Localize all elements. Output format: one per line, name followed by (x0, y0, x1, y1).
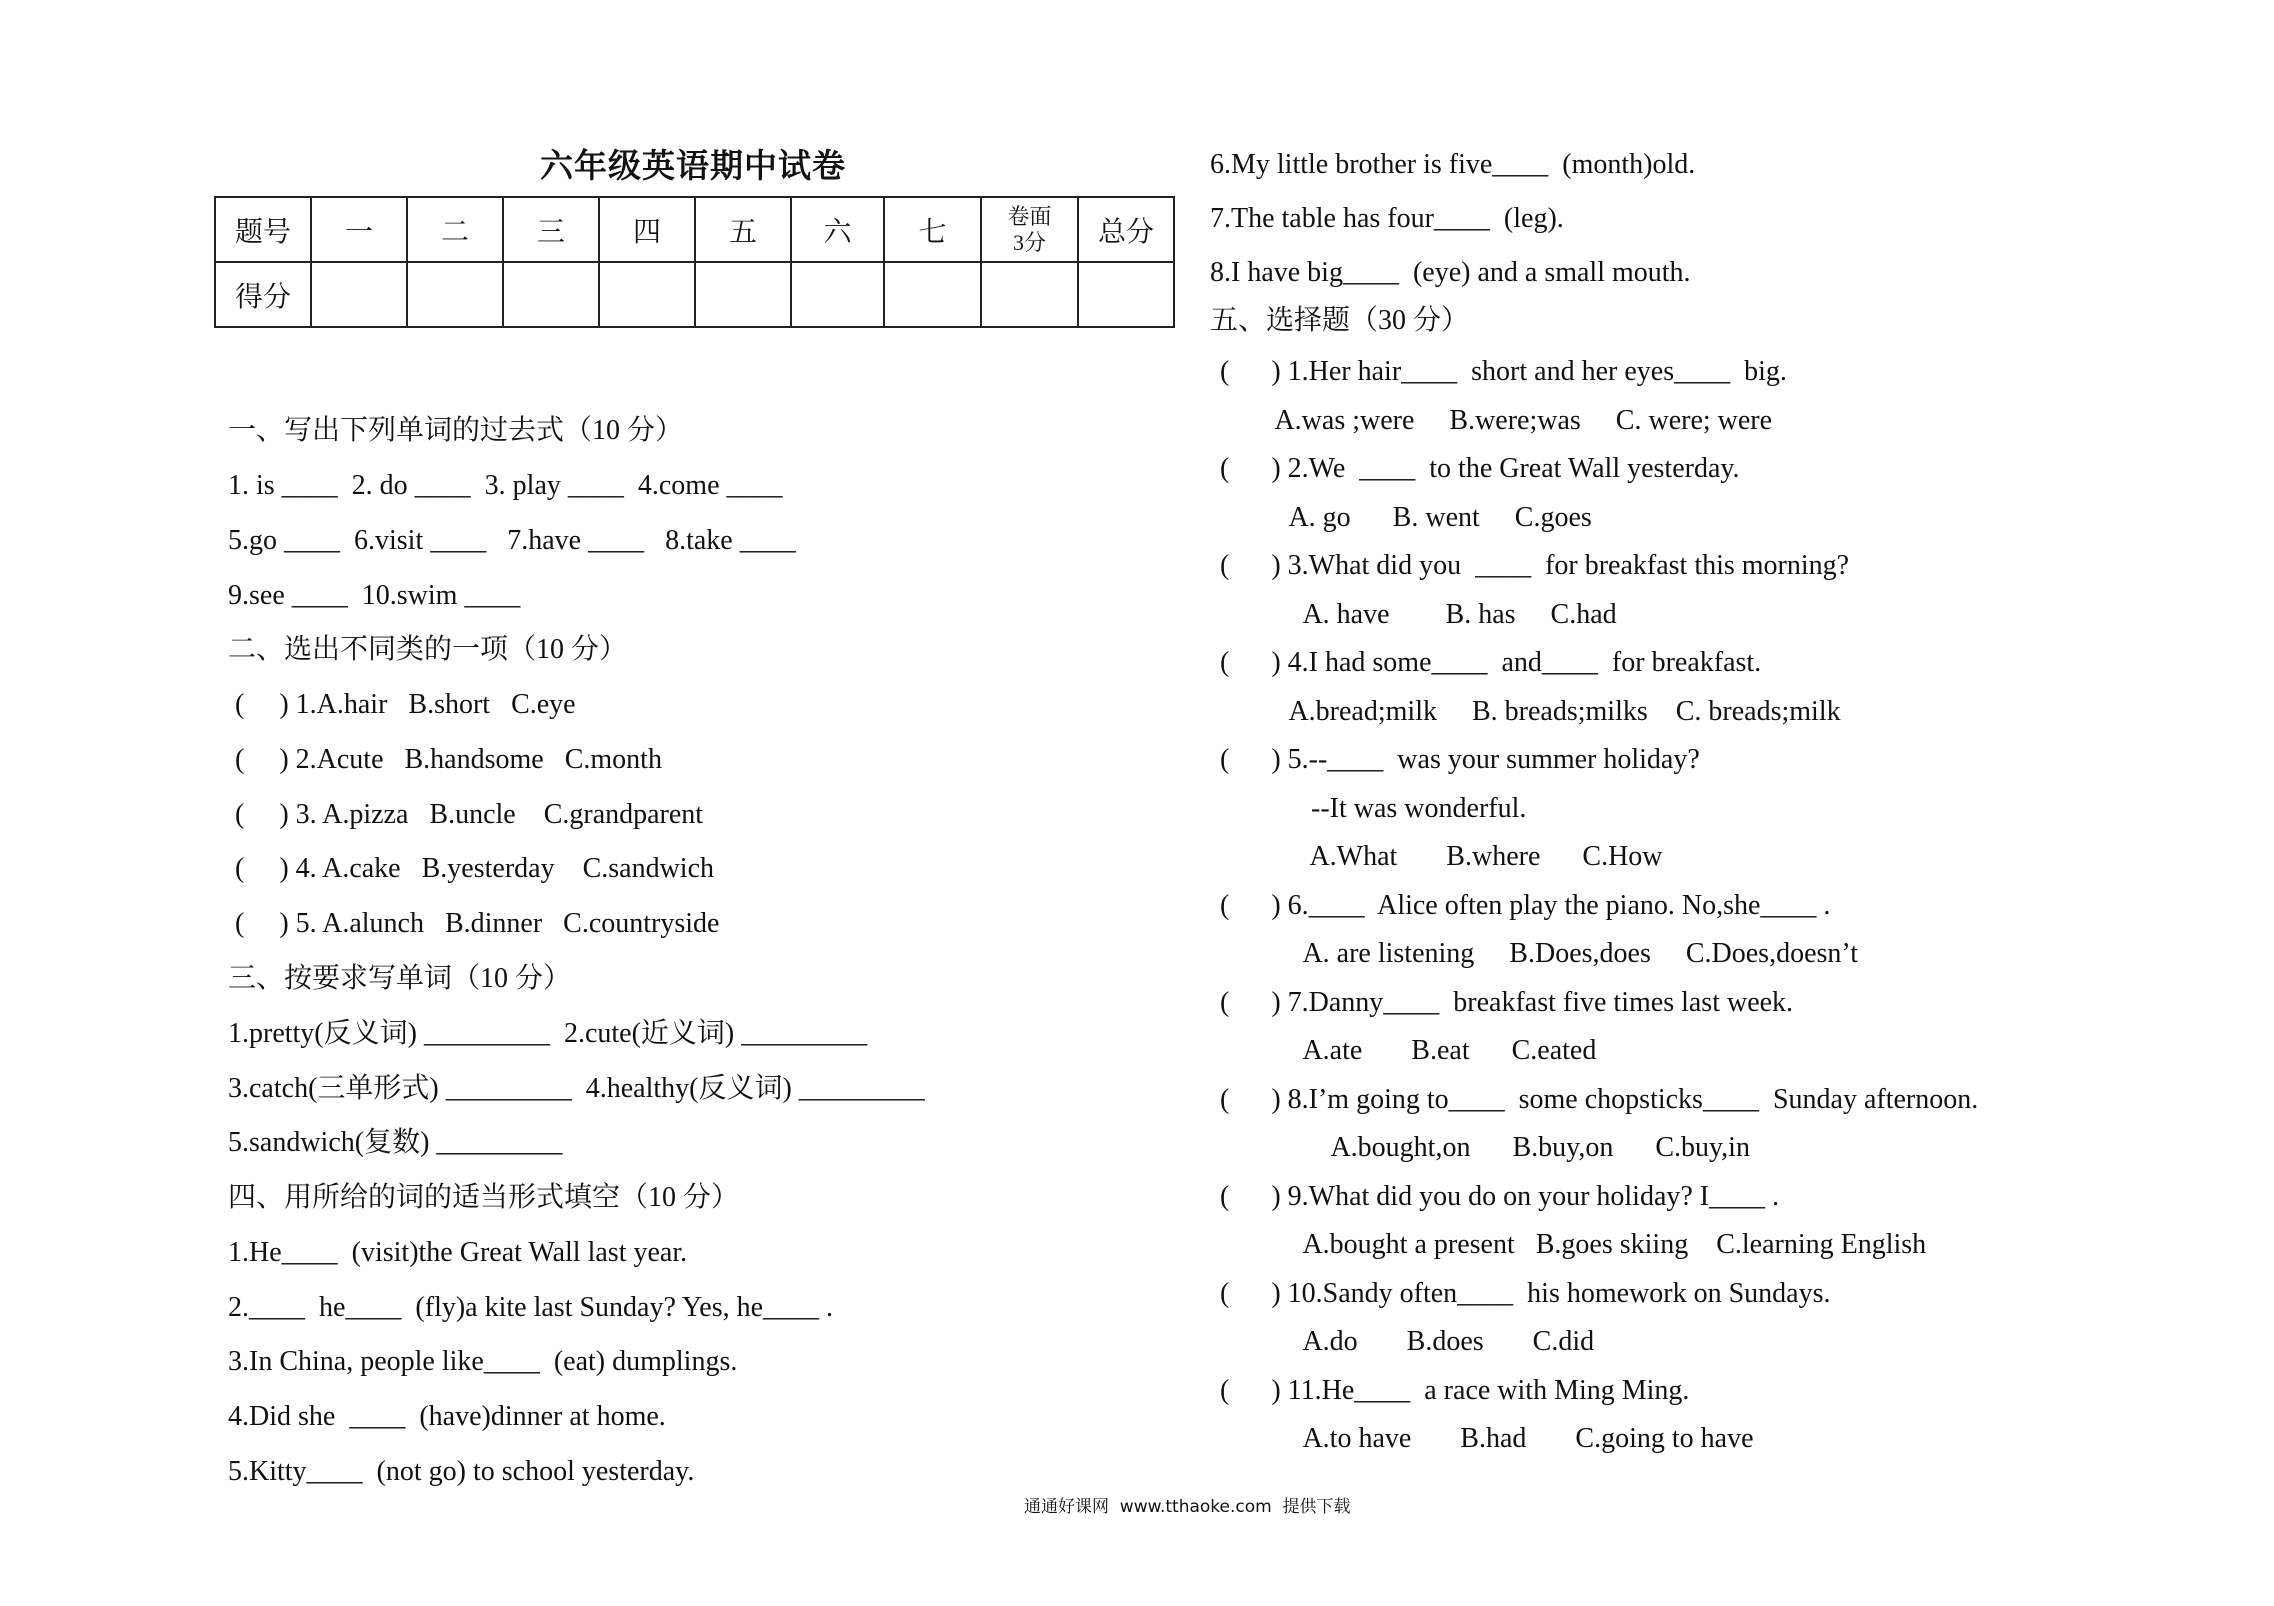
score-entry-cell[interactable] (503, 262, 599, 327)
score-cell: 四 (599, 197, 695, 262)
question-line: 1. is ____ 2. do ____ 3. play ____ 4.come ____ (228, 470, 783, 501)
answer-options: A.ate B.eat C.eated (1220, 1035, 1597, 1066)
section-heading: 三、按要求写单词（10 分） (228, 963, 572, 994)
question-line: 8.I have big____ (eye) and a small mouth. (1210, 257, 1691, 288)
question-line: 5.Kitty____ (not go) to school yesterday. (228, 1456, 695, 1487)
answer-options: A. are listening B.Does,does C.Does,doesn’t (1220, 938, 1858, 969)
question-line: ( ) 1.A.hair B.short C.eye (228, 689, 576, 720)
section-heading: 五、选择题（30 分） (1210, 305, 1470, 336)
score-cell: 题号 (215, 197, 311, 262)
question-line: ( ) 2.We ____ to the Great Wall yesterday. (1220, 453, 1740, 484)
score-cell: 总分 (1078, 197, 1174, 262)
question-line: 5.go ____ 6.visit ____ 7.have ____ 8.take ____ (228, 525, 796, 556)
answer-options: A. have B. has C.had (1220, 599, 1617, 630)
question-line: ( ) 4. A.cake B.yesterday C.sandwich (228, 853, 714, 884)
question-line: ( ) 9.What did you do on your holiday? I____ . (1220, 1181, 1780, 1212)
answer-options: A.do B.does C.did (1220, 1326, 1595, 1357)
question-line: ( ) 3. A.pizza B.uncle C.grandparent (228, 799, 704, 830)
question-line: 3.catch(三单形式) _________ 4.healthy(反义词) _________ (228, 1073, 925, 1104)
score-entry-cell[interactable] (599, 262, 695, 327)
answer-options: A.bought,on B.buy,on C.buy,in (1220, 1132, 1750, 1163)
score-cell: 一 (311, 197, 407, 262)
question-line: ( ) 7.Danny____ breakfast five times last week. (1220, 987, 1794, 1018)
score-table-header-row (215, 197, 1174, 262)
score-entry-cell[interactable] (407, 262, 503, 327)
question-line: 4.Did she ____ (have)dinner at home. (228, 1401, 666, 1432)
question-line: 6.My little brother is five____ (month)old. (1210, 149, 1696, 180)
section-heading: 一、写出下列单词的过去式（10 分） (228, 415, 684, 446)
question-line: 9.see ____ 10.swim ____ (228, 580, 521, 611)
page-title: 六年级英语期中试卷 (540, 149, 846, 185)
question-line: ( ) 3.What did you ____ for breakfast this morning? (1220, 550, 1850, 581)
score-table-score-row (215, 262, 1174, 327)
question-line: ( ) 2.Acute B.handsome C.month (228, 744, 662, 775)
answer-options: A.What B.where C.How (1220, 841, 1663, 872)
question-line: ( ) 5. A.alunch B.dinner C.countryside (228, 908, 720, 939)
answer-options: --It was wonderful. (1220, 793, 1527, 824)
score-entry-cell[interactable] (791, 262, 884, 327)
score-cell: 二 (407, 197, 503, 262)
question-line: 7.The table has four____ (leg). (1210, 203, 1564, 234)
question-line: 2.____ he____ (fly)a kite last Sunday? Yes, he____ . (228, 1292, 834, 1323)
section-heading: 四、用所给的词的适当形式填空（10 分） (228, 1182, 740, 1213)
score-entry-cell[interactable] (884, 262, 981, 327)
question-line: ( ) 5.--____ was your summer holiday? (1220, 744, 1700, 775)
score-entry-cell[interactable] (695, 262, 791, 327)
score-cell: 五 (695, 197, 791, 262)
score-cell: 三 (503, 197, 599, 262)
question-line: 5.sandwich(复数) _________ (228, 1127, 563, 1158)
question-line: ( ) 4.I had some____ and____ for breakfast. (1220, 647, 1762, 678)
answer-options: A.was ;were B.were;was C. were; were (1220, 405, 1773, 436)
question-line: 1.He____ (visit)the Great Wall last year. (228, 1237, 688, 1268)
question-line: 3.In China, people like____ (eat) dumplings. (228, 1346, 738, 1377)
answer-options: A.bread;milk B. breads;milks C. breads;milk (1220, 696, 1841, 727)
score-row-label: 得分 (215, 262, 311, 327)
question-line: ( ) 6.____ Alice often play the piano. No,she____ . (1220, 890, 1831, 921)
score-entry-cell[interactable] (981, 262, 1078, 327)
score-entry-cell[interactable] (311, 262, 407, 327)
question-line: ( ) 11.He____ a race with Ming Ming. (1220, 1375, 1690, 1406)
footer-source: 通通好课网 www.tthaoke.com 提供下载 (1024, 1497, 1351, 1517)
question-line: 1.pretty(反义词) _________ 2.cute(近义词) _________ (228, 1018, 868, 1049)
question-line: ( ) 8.I’m going to____ some chopsticks____ Sunday afternoon. (1220, 1084, 1979, 1115)
score-entry-cell[interactable] (1078, 262, 1174, 327)
score-cell: 七 (884, 197, 981, 262)
score-table (214, 196, 1175, 328)
question-line: ( ) 10.Sandy often____ his homework on Sundays. (1220, 1278, 1831, 1309)
answer-options: A.bought a present B.goes skiing C.learning English (1220, 1229, 1927, 1260)
answer-options: A. go B. went C.goes (1220, 502, 1592, 533)
answer-options: A.to have B.had C.going to have (1220, 1423, 1754, 1454)
score-cell: 卷面 3分 (981, 197, 1078, 262)
question-line: ( ) 1.Her hair____ short and her eyes____ big. (1220, 356, 1787, 387)
section-heading: 二、选出不同类的一项（10 分） (228, 634, 628, 665)
score-cell: 六 (791, 197, 884, 262)
